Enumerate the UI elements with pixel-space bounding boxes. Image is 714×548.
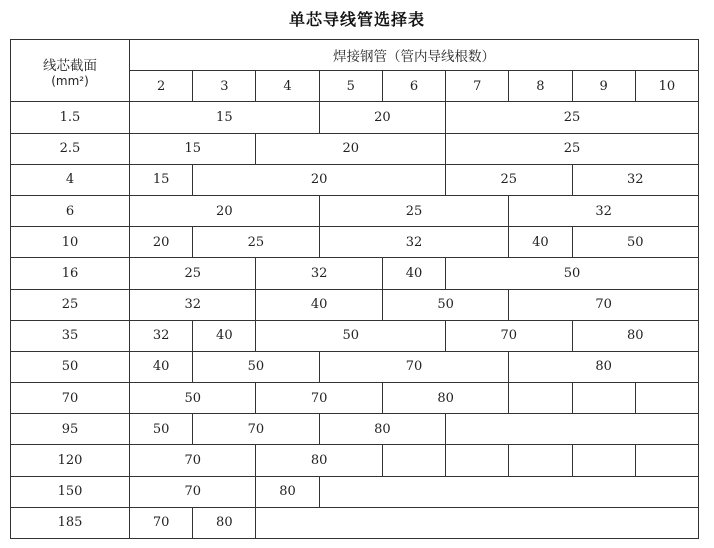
wire-count-header: 4 bbox=[256, 71, 319, 102]
conduit-size-cell: 70 bbox=[256, 383, 382, 414]
section-header-unit: (mm²) bbox=[51, 73, 89, 88]
table-row bbox=[11, 227, 699, 258]
conduit-size-cell: 15 bbox=[130, 133, 256, 164]
conduit-size-cell bbox=[446, 445, 509, 476]
conduit-size-cell: 20 bbox=[319, 102, 445, 133]
section-cell: 185 bbox=[11, 507, 130, 538]
conduit-size-cell bbox=[446, 414, 699, 445]
conduit-size-cell bbox=[635, 445, 698, 476]
section-header bbox=[11, 40, 130, 102]
conduit-size-cell: 80 bbox=[319, 414, 445, 445]
conduit-size-cell bbox=[382, 445, 445, 476]
conduit-size-cell: 70 bbox=[130, 507, 193, 538]
conduit-size-cell: 40 bbox=[130, 351, 193, 382]
conduit-size-cell: 32 bbox=[509, 195, 699, 226]
table-row bbox=[11, 351, 699, 382]
conduit-size-cell: 20 bbox=[256, 133, 446, 164]
conduit-size-cell: 80 bbox=[193, 507, 256, 538]
conduit-size-cell: 50 bbox=[130, 383, 256, 414]
conduit-size-cell bbox=[256, 507, 699, 538]
conduit-size-cell: 20 bbox=[130, 195, 320, 226]
section-cell: 16 bbox=[11, 258, 130, 289]
table-row bbox=[11, 195, 699, 226]
table-row bbox=[11, 476, 699, 507]
wire-count-header: 6 bbox=[382, 71, 445, 102]
table-row bbox=[11, 258, 699, 289]
conduit-size-cell bbox=[635, 383, 698, 414]
conduit-size-cell: 32 bbox=[130, 320, 193, 351]
conduit-size-cell bbox=[572, 445, 635, 476]
conduit-size-cell: 40 bbox=[509, 227, 572, 258]
conduit-size-cell: 50 bbox=[130, 414, 193, 445]
table-row bbox=[11, 133, 699, 164]
conduit-size-cell bbox=[509, 383, 572, 414]
conduit-size-cell: 80 bbox=[572, 320, 698, 351]
section-cell: 50 bbox=[11, 351, 130, 382]
conduit-size-cell: 25 bbox=[193, 227, 319, 258]
conduit-size-cell: 25 bbox=[446, 164, 572, 195]
conduit-size-cell: 70 bbox=[193, 414, 319, 445]
section-cell: 10 bbox=[11, 227, 130, 258]
conduit-size-cell: 32 bbox=[130, 289, 256, 320]
table-row bbox=[11, 414, 699, 445]
conduit-size-cell: 32 bbox=[319, 227, 509, 258]
conduit-size-cell: 15 bbox=[130, 164, 193, 195]
conduit-size-cell: 80 bbox=[509, 351, 699, 382]
conduit-size-cell: 25 bbox=[130, 258, 256, 289]
conduit-size-cell: 32 bbox=[256, 258, 382, 289]
conduit-size-cell: 25 bbox=[446, 133, 699, 164]
conduit-size-cell: 50 bbox=[193, 351, 319, 382]
conduit-size-cell: 80 bbox=[256, 445, 382, 476]
table-row bbox=[11, 507, 699, 538]
conduit-size-cell bbox=[319, 476, 698, 507]
conduit-size-cell: 70 bbox=[130, 476, 256, 507]
wire-count-header: 3 bbox=[193, 71, 256, 102]
section-cell: 150 bbox=[11, 476, 130, 507]
conduit-size-cell: 50 bbox=[446, 258, 699, 289]
table-row bbox=[11, 102, 699, 133]
conduit-selection-table bbox=[10, 39, 699, 539]
section-cell: 4 bbox=[11, 164, 130, 195]
table-title: 单芯导线管选择表 bbox=[288, 10, 425, 29]
conduit-size-cell: 80 bbox=[256, 476, 319, 507]
conduit-size-cell: 25 bbox=[446, 102, 699, 133]
wire-count-header: 2 bbox=[130, 71, 193, 102]
section-cell: 35 bbox=[11, 320, 130, 351]
table-row bbox=[11, 289, 699, 320]
wire-count-header: 10 bbox=[635, 71, 698, 102]
wire-count-header: 8 bbox=[509, 71, 572, 102]
conduit-size-cell: 25 bbox=[319, 195, 509, 226]
table-row bbox=[11, 445, 699, 476]
section-header-label: 线芯截面 bbox=[43, 57, 97, 74]
wire-count-header: 5 bbox=[319, 71, 382, 102]
conduit-size-cell: 50 bbox=[572, 227, 698, 258]
conduit-size-cell: 15 bbox=[130, 102, 320, 133]
section-cell: 2.5 bbox=[11, 133, 130, 164]
conduit-size-cell: 80 bbox=[382, 383, 508, 414]
table-body bbox=[11, 102, 699, 539]
conduit-size-cell: 40 bbox=[382, 258, 445, 289]
conduit-size-cell: 50 bbox=[382, 289, 508, 320]
conduit-size-cell: 20 bbox=[130, 227, 193, 258]
conduit-size-cell: 40 bbox=[256, 289, 382, 320]
wire-count-header: 9 bbox=[572, 71, 635, 102]
table-row bbox=[11, 164, 699, 195]
conduit-size-cell: 50 bbox=[256, 320, 446, 351]
conduit-size-cell: 32 bbox=[572, 164, 698, 195]
wire-count-header: 7 bbox=[446, 71, 509, 102]
conduit-size-cell bbox=[509, 445, 572, 476]
section-cell: 70 bbox=[11, 383, 130, 414]
table-row bbox=[11, 383, 699, 414]
conduit-size-cell: 70 bbox=[319, 351, 509, 382]
section-cell: 6 bbox=[11, 195, 130, 226]
conduit-size-cell: 20 bbox=[193, 164, 446, 195]
conduit-size-cell: 70 bbox=[130, 445, 256, 476]
conduit-size-cell bbox=[572, 383, 635, 414]
conduit-size-cell: 70 bbox=[509, 289, 699, 320]
conduit-size-cell: 40 bbox=[193, 320, 256, 351]
table-row bbox=[11, 320, 699, 351]
conduit-group-header: 焊接钢管（管内导线根数） bbox=[130, 40, 699, 71]
section-cell: 25 bbox=[11, 289, 130, 320]
section-cell: 95 bbox=[11, 414, 130, 445]
conduit-size-cell: 70 bbox=[446, 320, 572, 351]
section-cell: 1.5 bbox=[11, 102, 130, 133]
section-cell: 120 bbox=[11, 445, 130, 476]
